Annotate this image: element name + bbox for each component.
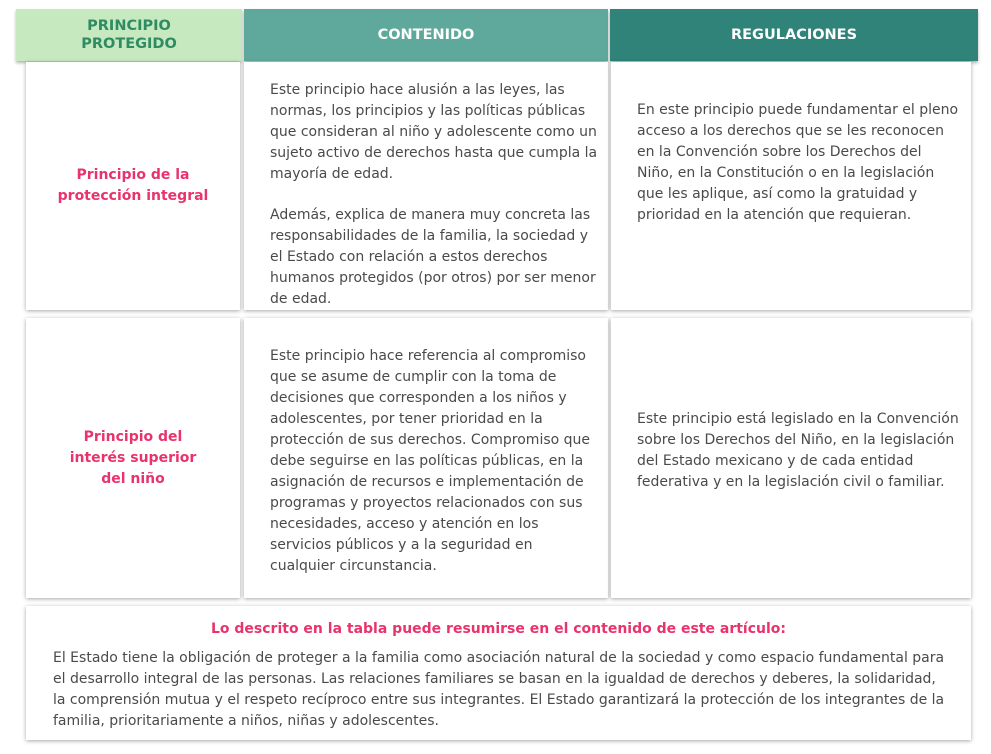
row-2-principle: Principio del interés superior del niño — [69, 428, 197, 487]
row-2-regulation: Este principio está legislado en la Convención sobre los Derechos del Niño, en la legislación del Estado mexicano y de cada entidad federativa y en la legislación civil o familiar. — [637, 411, 959, 490]
row-2-content-paragraph-1: Este principio hace referencia al compromiso que se asume de cumplir con la toma de decisiones que corresponden a los niños y adolescentes, por tener prioridad en la protección de sus derechos. Compromiso que debe seguirse en las políticas públicas, en la asignación de recursos e implementación de programas y proyectos relacionados con sus necesidades, acceso y atención en los servicios públicos y a la seguridad en cualquier circunstancia. — [270, 348, 591, 574]
header-principio-protegido — [16, 9, 242, 61]
row-2-regulation-cell — [611, 318, 971, 598]
header-contenido — [244, 9, 608, 61]
header-contenido-label: CONTENIDO — [377, 27, 475, 43]
header-regulaciones-label: REGULACIONES — [730, 27, 858, 43]
row-1-content-paragraph-2: Además, explica de manera muy concreta las responsabilidades de la familia, la sociedad y el Estado con relación a estos derechos humanos protegidos (por otros) por ser menor de edad. — [270, 207, 596, 307]
row-1-principle-cell — [26, 62, 240, 310]
summary-box — [26, 606, 971, 740]
row-1-regulation-cell — [611, 62, 971, 310]
row-1-regulation: En este principio puede fundamentar el pleno acceso a los derechos que se les reconocen en la Convención sobre los Derechos del Niño, en la Constitución o en la legislación que les aplique, así como la gratuidad y prioridad en la atención que requieran. — [637, 102, 959, 223]
row-2-content-cell — [244, 318, 608, 598]
summary-body: El Estado tiene la obligación de proteger a la familia como asociación natural de la sociedad y como espacio fundamental para el desarrollo integral de las personas. Las relaciones familiares se basan en la igualdad de derechos y deberes, la solidaridad, la comprensión mutua y el respeto recíproco entre sus integrantes. El Estado garantizará la protección de los integrantes de la familia, prioritariamente a niños, niñas y adolescentes. — [53, 650, 945, 729]
summary-title: Lo descrito en la tabla puede resumirse en el contenido de este artículo: — [210, 621, 786, 637]
row-2-principle-cell — [26, 318, 240, 598]
row-1-content-cell — [244, 62, 608, 310]
header-regulaciones — [610, 9, 978, 61]
row-1-content-paragraph-1: Este principio hace alusión a las leyes, las normas, los principios y las políticas públicas que consideran al niño y adolescente como un sujeto activo de derechos hasta que cumpla la mayoría de edad. — [270, 82, 598, 182]
header-principio-protegido-label: PRINCIPIO PROTEGIDO — [81, 18, 177, 52]
row-1-principle: Principio de la protección integral — [57, 167, 209, 204]
